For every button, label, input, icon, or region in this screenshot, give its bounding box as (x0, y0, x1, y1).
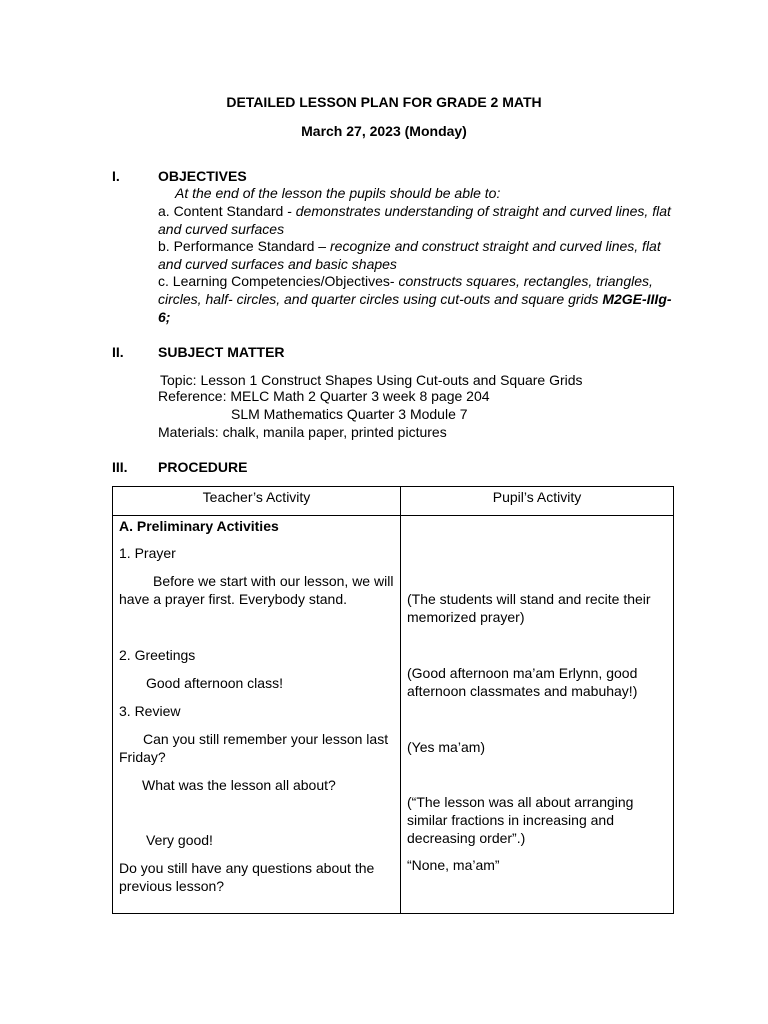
pupil-review-line-3: similar fractions in increasing and (407, 812, 614, 828)
objective-b-label: b. Performance Standard – (158, 238, 330, 254)
teacher-prayer-line-2: have a prayer first. Everybody stand. (119, 591, 347, 607)
objective-c-text: constructs squares, rectangles, triangles, (398, 273, 653, 289)
pupil-greeting-line-1: (Good afternoon ma’am Erlynn, good (407, 665, 638, 681)
column-header-pupil: Pupil’s Activity (401, 487, 674, 516)
review-heading: 3. Review (119, 703, 181, 719)
objective-a (158, 202, 671, 220)
objective-b-cont: and curved surfaces and basic shapes (158, 256, 397, 272)
teacher-review-line-2: Friday? (119, 749, 166, 765)
pupil-review-line-1: (Yes ma’am) (407, 739, 486, 755)
subject-reference-2: SLM Mathematics Quarter 3 Module 7 (231, 406, 468, 422)
objective-a-cont: and curved surfaces (158, 221, 285, 237)
teacher-activity-cell (113, 516, 401, 914)
prayer-heading: 1. Prayer (119, 545, 176, 561)
column-header-teacher: Teacher’s Activity (113, 487, 401, 516)
pupil-prayer-line-2: memorized prayer) (407, 609, 525, 625)
pupil-activity-cell (401, 516, 674, 914)
teacher-review-line-1: Can you still remember your lesson last (143, 731, 389, 747)
section-heading-subject: SUBJECT MATTER (158, 344, 285, 360)
table-header-row (113, 487, 674, 516)
teacher-review-line-6: previous lesson? (119, 878, 225, 894)
teacher-greeting: Good afternoon class! (146, 675, 283, 691)
objective-c-label: c. Learning Competencies/Objectives- (158, 273, 399, 289)
objective-b (158, 237, 661, 255)
pupil-review-line-4: decreasing order”.) (407, 830, 526, 846)
objective-c-cont (158, 290, 672, 308)
objective-c (158, 272, 653, 290)
pupil-review-line-5: “None, ma’am” (407, 857, 500, 873)
pupil-prayer-line-1: (The students will stand and recite their (407, 591, 651, 607)
section-number-procedure: III. (112, 459, 128, 475)
objective-a-label: a. Content Standard - (158, 203, 296, 219)
section-number-objectives: I. (112, 168, 120, 184)
greetings-heading: 2. Greetings (119, 647, 196, 663)
section-heading-objectives: OBJECTIVES (158, 168, 247, 184)
section-number-subject: II. (112, 344, 124, 360)
subject-materials: Materials: chalk, manila paper, printed pictures (158, 424, 447, 440)
procedure-table (112, 486, 674, 914)
competency-code-cont: 6; (158, 309, 171, 325)
objective-a-text: demonstrates understanding of straight and curved lines, flat (295, 203, 671, 219)
teacher-review-line-5: Do you still have any questions about the (119, 860, 375, 876)
objectives-intro: At the end of the lesson the pupils should be able to: (175, 185, 501, 201)
subject-reference: Reference: MELC Math 2 Quarter 3 week 8 page 204 (158, 388, 490, 404)
objective-b-text: recognize and construct straight and curved lines, flat (330, 238, 661, 254)
preliminary-heading: A. Preliminary Activities (119, 518, 279, 534)
teacher-review-line-4: Very good! (146, 832, 213, 848)
table-row (113, 516, 674, 914)
pupil-review-line-2: (“The lesson was all about arranging (407, 794, 634, 810)
teacher-prayer-line-1: Before we start with our lesson, we will (153, 573, 394, 589)
subject-topic: Topic: Lesson 1 Construct Shapes Using Cut-outs and Square Grids (160, 372, 583, 388)
section-heading-procedure: PROCEDURE (158, 459, 248, 475)
pupil-greeting-line-2: afternoon classmates and mabuhay!) (407, 683, 638, 699)
competency-code: M2GE-IIIg- (602, 291, 672, 307)
document-title: DETAILED LESSON PLAN FOR GRADE 2 MATH (226, 94, 542, 110)
teacher-review-line-3: What was the lesson all about? (142, 777, 336, 793)
document-date: March 27, 2023 (Monday) (301, 123, 467, 139)
objective-c-text-2: circles, half- circles, and quarter circles using cut-outs and square grids (158, 291, 603, 307)
